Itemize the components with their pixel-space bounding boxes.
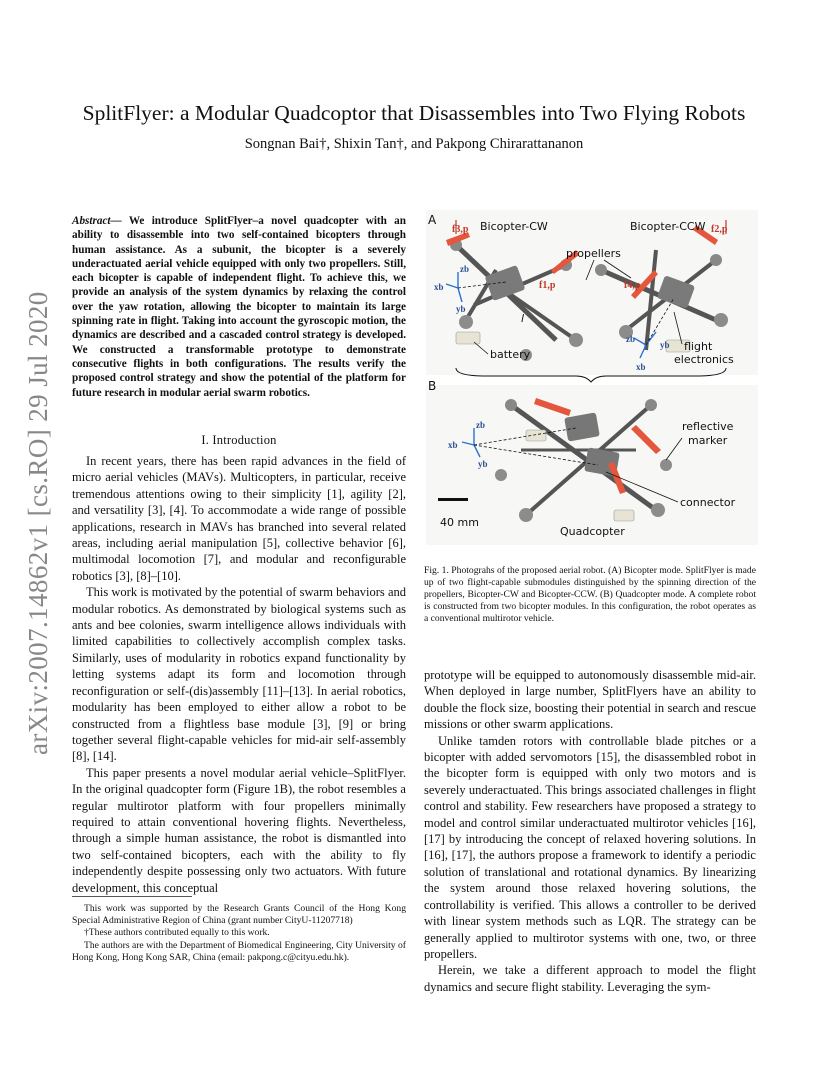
svg-text:zb: zb [460, 264, 469, 274]
footnote-funding: This work was supported by the Research Grants Council of the Hong Kong Special Administrative Region of China (grant number CityU-11207718) [72, 903, 406, 927]
flight-electronics-label-1: flight [684, 340, 713, 353]
paper-authors: Songnan Bai†, Shixin Tan†, and Pakpong Chirarattananon [244, 136, 584, 152]
abstract [72, 214, 406, 400]
section-heading: I. Introduction [201, 433, 277, 447]
body-paragraph: Herein, we take a different approach to model the flight dynamics and secure flight stability. Leveraging the sym- [424, 963, 756, 994]
footnote-equal-contribution: †These authors contributed equally to this work. [84, 927, 270, 939]
force-f3-label: f3,p [452, 224, 469, 235]
bicopter-ccw-label: Bicopter-CCW [630, 220, 706, 233]
quadcopter-label: Quadcopter [560, 525, 625, 538]
right-column-body [424, 667, 756, 995]
arxiv-identifier: arXiv:2007.14862v1 [cs.RO] 29 Jul 2020 [23, 291, 53, 755]
bicopter-cw-label: Bicopter-CW [480, 220, 548, 233]
paper-title: SplitFlyer: a Modular Quadcoptor that Disassembles into Two Flying Robots [82, 101, 746, 125]
reflective-marker-label-1: reflective [682, 420, 734, 433]
svg-text:zb: zb [476, 420, 485, 430]
footnote-affiliation: The authors are with the Department of Biomedical Engineering, City University of Hong Kong, Hong Kong SAR, China (email: pakpong.c@cityu.edu.hk). [72, 939, 406, 963]
svg-text:zb: zb [626, 334, 635, 344]
scale-label: 40 mm [440, 516, 479, 529]
panel-b-label: B [428, 379, 437, 393]
arm-length-label: l [521, 312, 525, 325]
scale-bar [438, 498, 468, 501]
flight-electronics-label-2: electronics [674, 353, 734, 366]
figure-caption: Fig. 1. Photograhs of the proposed aerial robot. (A) Bicopter mode. SplitFlyer is made up of two flight-capable submodules distinguished by the spinning direction of the propellers, Bicopter-CW and Bicopter-CCW. (B) Quadcopter mode. A complete robot is constructed from two bicopter modules. In this configuration, the robot operates as a conventional multirotor vehicle. [424, 565, 756, 624]
svg-text:yb: yb [478, 459, 488, 469]
footnotes [72, 903, 406, 964]
svg-text:xb: xb [448, 440, 458, 450]
force-f4-label: f4,p [624, 280, 641, 291]
panel-a-label: A [428, 213, 437, 227]
svg-text:xb: xb [434, 282, 444, 292]
intro-paragraph: In recent years, there has been rapid advances in the field of micro aerial vehicles (MAVs). Multicopters, in particular, receive tremendous attentions owing to their simplicity [1], agility [2], and versatility [3], [4]. To accommodate a wide range of possible applications, research in MAVs has branched into several related areas, including aerial manipulation [5], collective behavior [6], multimodal locomotion [7], and modular and reconfigurable robotics [3], [8]–[10]. [72, 454, 406, 583]
svg-text:xb: xb [636, 362, 646, 372]
force-f1-label: f1,p [539, 280, 556, 291]
svg-text:yb: yb [660, 340, 670, 350]
intro-paragraph: This paper presents a novel modular aerial vehicle–SplitFlyer. In the original quadcopter form (Figure 1B), the robot resembles a regular multirotor platform with four propellers minimally required to attain conventional hovering flights. Nevertheless, through a simple human assistance, the robot is dismantled into two self-contained bicopters, each with the ability to fly independently despite possessing only two actuators. With future development, this conceptual [72, 765, 406, 895]
reflective-marker-label-2: marker [688, 434, 728, 447]
body-paragraph: prototype will be equipped to autonomously disassemble mid-air. When deployed in large number, SplitFlyers have an ability to double the flock size, boosting their potential in search and rescue missions or other swarm applications. [424, 668, 756, 732]
svg-text:yb: yb [456, 304, 466, 314]
footnote-divider [72, 896, 192, 897]
intro-paragraph: This work is motivated by the potential of swarm behaviors and modular robotics. As demonstrated by biological systems such as ants and bee colonies, swarm intelligence allows individuals with limited capabilities to collectively accomplish complex tasks. Similarly, uses of modularity in robotics expand functionality by letting systems adapt its form and locomotion through reconfiguration or self-(dis)assembly [11]–[13]. In aerial robotics, modularity has been employed to either allow a robot to be constructed from a flightless base module [3], [9] or bring together several flight-capable vehicles for mid-air self-assembly [8], [14]. [72, 585, 406, 764]
propellers-label: propellers [566, 247, 621, 260]
force-f2-label: f2,p [711, 224, 728, 235]
abstract-text: We introduce SplitFlyer–a novel quadcopter with an ability to disassemble into two self-contained bicopters through human assistance. As a subunit, the bicopter is a severely underactuated aerial vehicle equipped with only two propellers. Still, each bicopter is capable of independent flight. To achieve this, we provide an analysis of the system dynamics by relaxing the control over the yaw rotation, allowing the bicopter to maintain its large spinning rate in flight. Taking into account the gyroscopic motion, the dynamics are described and a cascaded control strategy is developed. We constructed a transformable prototype to demonstrate consecutive flights in both configurations. The results verify the proposed control strategy and show the potential of the platform for future research in modular aerial swarm robotics. [72, 215, 406, 399]
battery-label: battery [490, 348, 531, 361]
connector-label: connector [680, 496, 736, 509]
abstract-label: Abstract— [72, 215, 122, 227]
figure-1 [426, 210, 758, 550]
intro-body [72, 453, 406, 896]
body-paragraph: Unlike tamden rotors with controllable blade pitches or a bicopter with added servomotors [15], the disassembled robot in the bicopter form is equipped with only two motors and is severely underactuated. This brings associated challenges in flight control and stability. Few researchers have proposed a strategy to model and control similar underactuated multirotor vehicles [16], [17] by introducing the concept of relaxed hovering solutions. In [16], [17], the authors propose a framework to identify a periodic solution of translational and rotational dynamics. By linearizing the system around those relaxed hovering solutions, the controllability is verified. This allows a controller to be derived with linear system methods such as LQR. The strategy can be generally applied to multirotor systems with one, two, or three propellers. [424, 733, 756, 961]
